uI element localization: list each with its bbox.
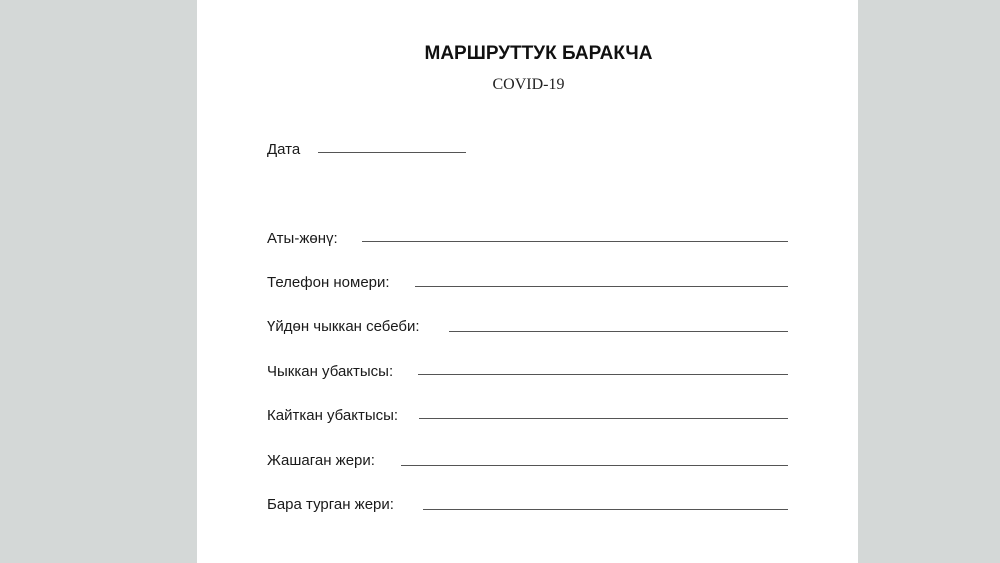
date-field[interactable] <box>318 152 466 153</box>
full-name-label: Аты-жөнү: <box>267 230 338 247</box>
date-label: Дата <box>267 141 301 158</box>
destination-field[interactable] <box>423 509 788 510</box>
form-subtitle: COVID-19 <box>492 76 565 93</box>
residence-label: Жашаган жери: <box>267 452 375 469</box>
full-name-field[interactable] <box>362 241 788 242</box>
departure-time-label: Чыккан убактысы: <box>267 363 394 380</box>
return-time-label: Кайткан убактысы: <box>267 407 399 424</box>
departure-time-field[interactable] <box>418 374 788 375</box>
form-page <box>197 0 858 563</box>
reason-field[interactable] <box>449 331 788 332</box>
destination-label: Бара турган жери: <box>267 496 394 513</box>
residence-field[interactable] <box>401 465 788 466</box>
return-time-field[interactable] <box>419 418 788 419</box>
form-title: МАРШРУТТУК БАРАКЧА <box>424 43 653 64</box>
phone-field[interactable] <box>415 286 788 287</box>
phone-label: Телефон номери: <box>267 274 390 291</box>
reason-label: Үйдөн чыккан себеби: <box>267 318 420 335</box>
